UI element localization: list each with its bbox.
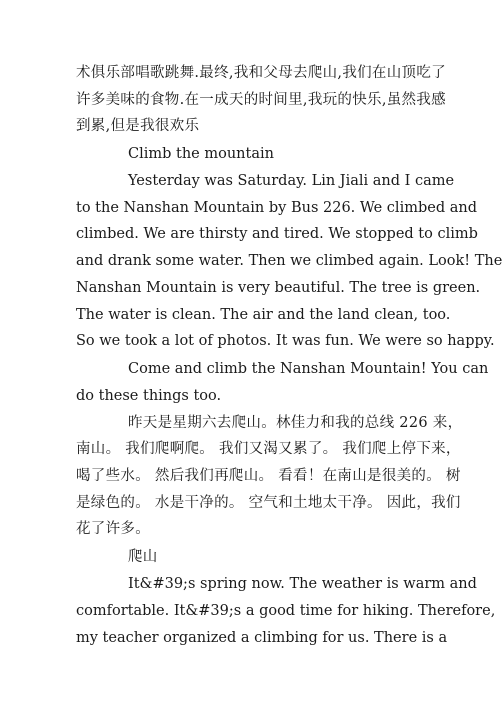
- section-title: 爬山: [128, 549, 158, 565]
- paragraph-line: The water is clean. The air and the land clean, too.: [76, 307, 451, 323]
- paragraph-line: climbed. We are thirsty and tired. We stopped to climb: [76, 226, 478, 242]
- paragraph-line: and drank some water. Then we climbed again. Look! The: [76, 253, 502, 269]
- paragraph-line: Come and climb the Nanshan Mountain! You can: [128, 361, 489, 377]
- paragraph-line: So we took a lot of photos. It was fun. We were so happy.: [76, 333, 495, 349]
- section-title: Climb the mountain: [128, 146, 274, 162]
- paragraph-line: 许多美味的食物.在一成天的时间里,我玩的快乐,虽然我感: [76, 92, 446, 108]
- paragraph-line: Yesterday was Saturday. Lin Jiali and I came: [128, 173, 455, 189]
- paragraph-line: 术俱乐部唱歌跳舞.最终,我和父母去爬山,我们在山顶吃了: [76, 65, 446, 81]
- paragraph-line: to the Nanshan Mountain by Bus 226. We climbed and: [76, 200, 477, 216]
- paragraph-line: 是绿色的。 水是干净的。 空气和土地太干净。 因此，我们: [76, 495, 461, 511]
- paragraph-line: do these things too.: [76, 388, 222, 404]
- paragraph-line: 喝了些水。 然后我们再爬山。 看看！在南山是很美的。 树: [76, 468, 461, 484]
- paragraph-line: comfortable. It&#39;s a good time for hiking. Therefore,: [76, 603, 496, 619]
- paragraph-line: 昨天是星期六去爬山。林佳力和我的总线 226 来，: [128, 415, 463, 431]
- paragraph-line: It&#39;s spring now. The weather is warm and: [128, 576, 477, 592]
- paragraph-line: 到累,但是我很欢乐: [76, 118, 200, 134]
- paragraph-line: 南山。 我们爬啊爬。 我们又渴又累了。 我们爬上停下来，: [76, 441, 461, 457]
- paragraph-line: my teacher organized a climbing for us. There is a: [76, 630, 448, 646]
- paragraph-line: Nanshan Mountain is very beautiful. The tree is green.: [76, 280, 481, 296]
- paragraph-line: 花了许多。: [76, 521, 150, 537]
